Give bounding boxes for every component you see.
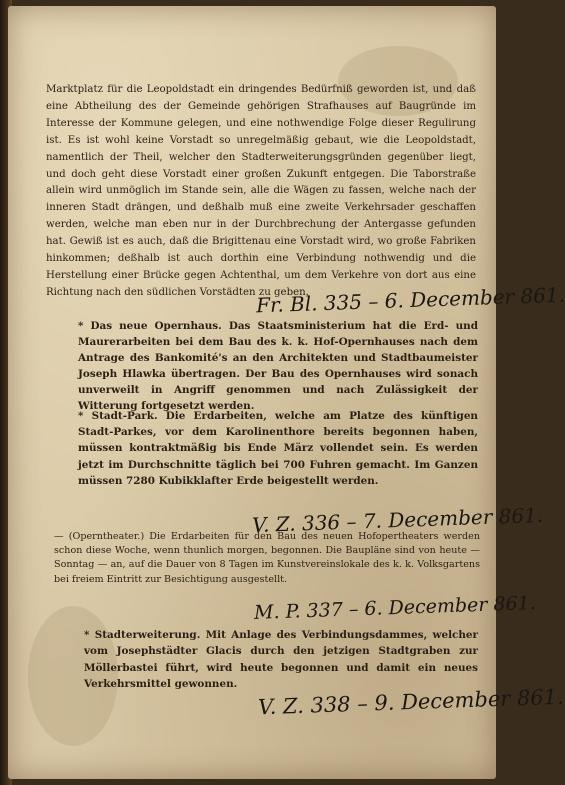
handwritten-source-note: V. Z. 336 – 7. December 861.: [251, 502, 544, 538]
handwritten-source-note: Fr. Bl. 335 – 6. December 861.: [255, 282, 565, 318]
article-text: * Stadt-Park. Die Erdarbeiten, welche am Platze des künftigen Stadt-Parkes, vor dem Karolinenthore bereits begonnen haben, müssen kontraktmäßig bis Ende März vollendet sein. Es werden jetzt im Durchschnitte täglich bei 700 Fuhren gemacht. Im Ganzen müssen 7280 Kubikklafter Erde beigestellt werden.: [78, 410, 478, 487]
article-stadtpark: [78, 408, 478, 489]
handwritten-source-note: M. P. 337 – 6. December 861.: [253, 592, 537, 624]
handwritten-source-note: V. Z. 338 – 9. December 861.: [257, 684, 565, 720]
article-stadterweiterung: [84, 627, 478, 692]
article-operntheater: [54, 530, 480, 587]
article-opernhaus: [78, 318, 478, 415]
article-text: * Das neue Opernhaus. Das Staatsministerium hat die Erd- und Maurerarbeiten bei dem Bau des k. k. Hof-Opernhauses nach dem Antrage des Bankomité's an den Architekten und Stadtbaumeister Joseph Hlawka übertragen. Der Bau des Opernhauses wird sonach unverweilt in Angriff genommen und nach Zulässigkeit der Witterung fortgesetzt werden.: [78, 320, 478, 413]
article-leopoldstadt: [46, 82, 476, 302]
article-text: — (Operntheater.) Die Erdarbeiten für den Bau des neuen Hofopertheaters werden schon diese Woche, wenn thunlich morgen, begonnen. Die Baupläne sind von heute — Sonntag — an, auf die Dauer von 8 Tagen im Kunstvereinslokale des k. k. Volksgartens bei freiem Eintritt zur Besichtigung ausgestellt.: [54, 531, 480, 585]
article-text: * Stadterweiterung. Mit Anlage des Verbindungsdammes, welcher vom Josephstädter Glacis durch den jetzigen Stadtgraben zur Möllerbastei führt, wird heute begonnen und damit ein neues Verkehrsmittel gewonnen.: [84, 629, 478, 690]
article-text: Marktplatz für die Leopoldstadt ein dringendes Bedürfniß geworden ist, und daß eine Abtheilung des der Gemeinde gehörigen Strafhauses auf Baugründe im Interesse der Kommune gelegen, und eine nothwendige Folge dieser Regulirung ist. Es ist wohl keine Vorstadt so unregelmäßig gebaut, wie die Leopoldstadt, namentlich der Theil, welcher den Stadterweiterungsgründen gegenüber liegt, und doch geht diese Vorstadt einer großen Zukunft entgegen. Die Taborstraße allein wird unmöglich im Stande sein, alle die Wägen zu fassen, welche nach der inneren Stadt drängen, und deßhalb muß eine zweite Verkehrsader geschaffen werden, welche man eben nur in der Durchbrechung der Antergasse gefunden hat. Gewiß ist es auch, daß die Brigittenau eine Vorstadt wird, wo große Fabriken hinkommen; deßhalb ist auch dorthin eine Verbindung nothwendig und die Herstellung einer Brücke gegen Achtenthal, um dem Verkehre von dort aus eine Richtung nach den südlichen Vorstädten zu geben.: [46, 84, 476, 298]
